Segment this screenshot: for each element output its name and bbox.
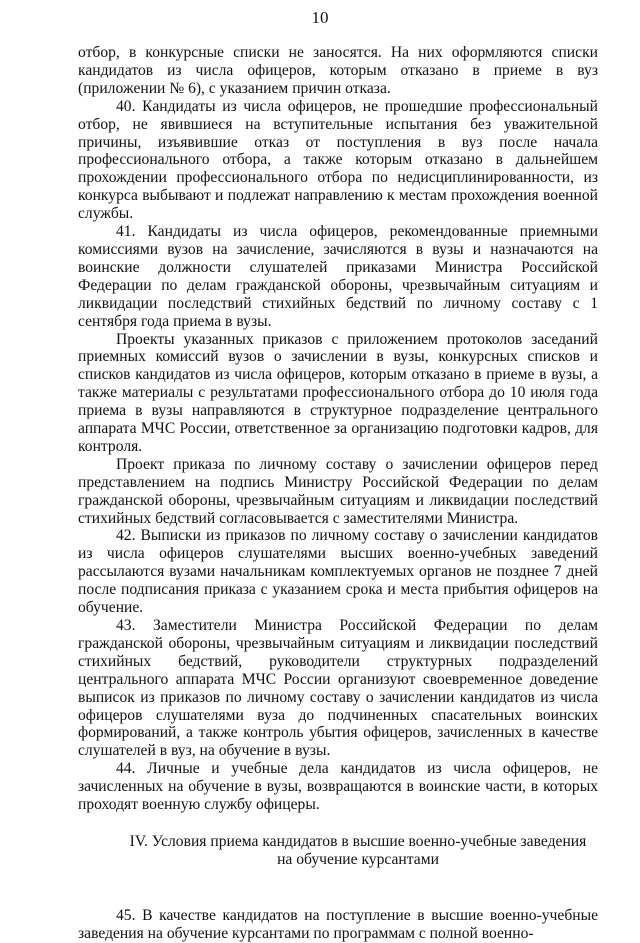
paragraph-41-projects: Проекты указанных приказов с приложением протоколов заседаний приемных комиссий вузов о зачислении в вузы, конкурсных списков и списков кандидатов из числа офицеров, которым отказано в приеме в вузы, а также материалы с результатами профессионального отбора до 10 июля года приема в вузы направляются в структурное подразделение центрального аппарата МЧС России, ответственное за организацию подготовки кадров, для контроля. bbox=[78, 330, 598, 455]
section-heading-line-1: IV. Условия приема кандидатов в высшие военно-учебные заведения bbox=[129, 832, 587, 850]
section-heading bbox=[78, 833, 598, 869]
paragraph-42: 42. Выписки из приказов по личному составу о зачислении кандидатов из числа офицеров слушателями высших военно-учебных заведений рассылаются вузами начальникам комплектуемых органов не позднее 7 дней после подписания приказа с указанием срока и места прибытия офицеров на обучение. bbox=[78, 527, 598, 617]
document-body bbox=[78, 44, 598, 943]
paragraph-continuation: отбор, в конкурсные списки не заносятся. На них оформляются списки кандидатов из числа офицеров, которым отказано в приеме в вуз (приложении № 6), с указанием причин отказа. bbox=[78, 44, 598, 97]
paragraph-41: 41. Кандидаты из числа офицеров, рекомендованные приемными комиссиями вузов на зачисление, зачисляются в вузы и назначаются на воинские должности слушателей приказами Министра Российской Федерации по делам гражданской обороны, чрезвычайным ситуациям и ликвидации последствий стихийных бедствий по личному составу с 1 сентября года приема в вузы. bbox=[78, 223, 598, 330]
page-number: 10 bbox=[311, 8, 329, 27]
paragraph-45: 45. В качестве кандидатов на поступление в высшие военно-учебные заведения на обучение курсантами по программам с полной военно- bbox=[78, 906, 598, 942]
section-heading-line-2: на обучение курсантами bbox=[277, 850, 439, 868]
paragraph-40: 40. Кандидаты из числа офицеров, не прошедшие профессиональный отбор, не явившиеся на вступительные испытания без уважительной причины, изъявившие отказ от поступления в вуз после начала профессионального отбора, а также которым отказано в дальнейшем прохождении профессионального отбора по недисциплинированности, из конкурса выбывают и подлежат направлению к местам прохождения военной службы. bbox=[78, 97, 598, 223]
paragraph-43: 43. Заместители Министра Российской Федерации по делам гражданской обороны, чрезвычайным ситуациям и ликвидации последствий стихийных бедствий, руководители структурных подразделений центрального аппарата МЧС России организуют своевременное доведение выписок из приказов по личному составу о зачислении кандидатов из числа офицеров слушателями вуза до подчиненных спасательных воинских формирований, а также контроль убытия офицеров, зачисленных в качестве слушателей в вуз, на обучение в вузы. bbox=[78, 617, 598, 760]
paragraph-41-approval: Проект приказа по личному составу о зачислении офицеров перед представлением на подпись Министру Российской Федерации по делам гражданской обороны, чрезвычайным ситуациям и ликвидации последствий стихийных бедствий согласовывается с заместителями Министра. bbox=[78, 455, 598, 527]
paragraph-44: 44. Личные и учебные дела кандидатов из числа офицеров, не зачисленных на обучение в вузы, возвращаются в воинские части, в которых проходят военную службу офицеры. bbox=[78, 760, 598, 814]
